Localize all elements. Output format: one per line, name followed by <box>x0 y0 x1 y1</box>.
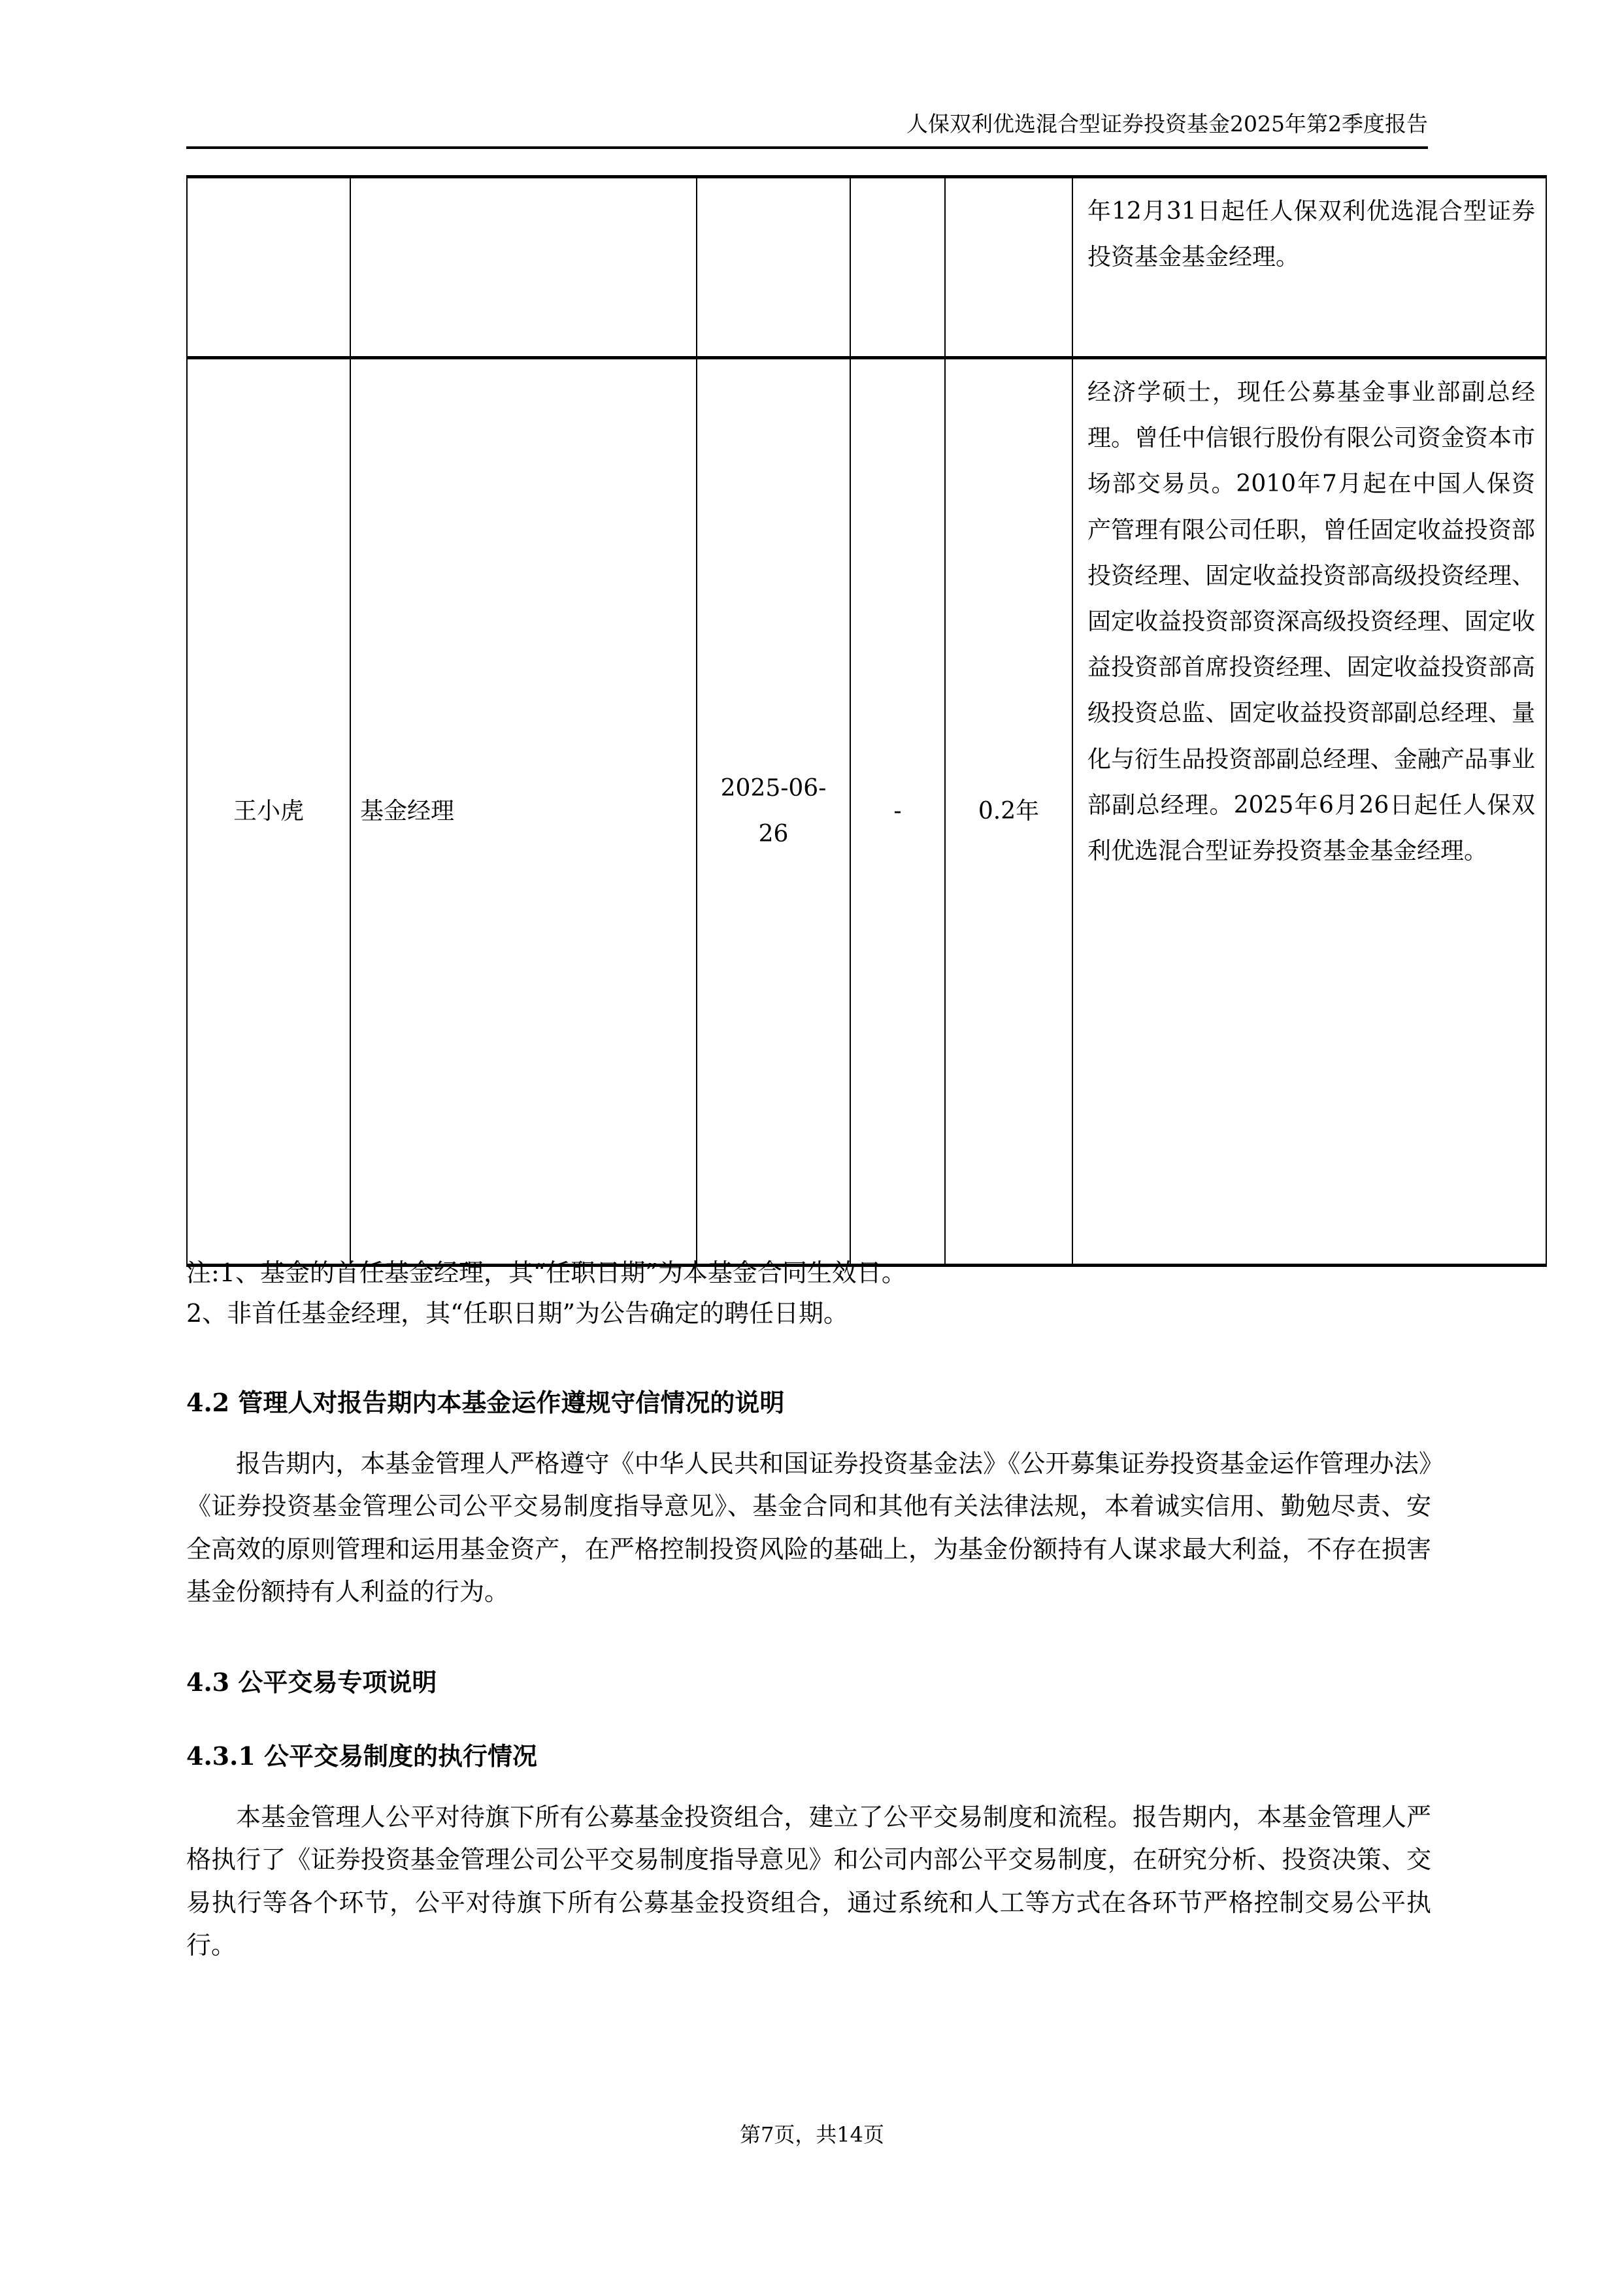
spacer <box>186 1777 1431 1796</box>
page-header <box>186 111 1428 149</box>
page-number-label: 第7页，共14页 <box>739 2122 885 2147</box>
section-heading-4-3-1: 4.3.1 公平交易制度的执行情况 <box>186 1741 538 1771</box>
cell-bio: 经济学硕士，现任公募基金事业部副总经理。曾任中信银行股份有限公司资金资本市场部交易员。2010年7月起在中国人保资产管理有限公司任职，曾任固定收益投资部投资经理、固定收益投资部高级投资经理、固定收益投资部资深高级投资经理、固定收益投资部首席投资经理、固定收益投资部高级投资总监、固定收益投资部副总经理、量化与衍生品投资部副总经理、金融产品事业部副总经理。2025年6月26日起任人保双利优选混合型证券投资基金基金经理。 <box>1072 358 1546 1266</box>
spacer <box>186 1334 1431 1383</box>
section-heading-4-3: 4.3 公平交易专项说明 <box>186 1667 437 1697</box>
cell-post: 基金经理 <box>350 358 697 1266</box>
cell-name <box>187 177 350 358</box>
section-heading-4-2: 4.2 管理人对报告期内本基金运作遵规守信情况的说明 <box>186 1388 785 1418</box>
section-paragraph-4-2: 报告期内，本基金管理人严格遵守《中华人民共和国证券投资基金法》《公开募集证券投资基金运作管理办法》《证券投资基金管理公司公平交易制度指导意见》、基金合同和其他有关法律法规，本着诚实信用、勤勉尽责、安全高效的原则管理和运用基金资产，在严格控制投资风险的基础上，为基金份额持有人谋求最大利益，不存在损害基金份额持有人利益的行为。 <box>186 1449 1431 1606</box>
cell-end-date <box>850 177 945 358</box>
cell-bio: 年12月31日起任人保双利优选混合型证券投资基金基金经理。 <box>1072 177 1546 358</box>
spacer <box>186 1423 1431 1443</box>
table-note-1: 注:1、基金的首任基金经理，其“任职日期”为本基金合同生效日。 <box>186 1258 906 1287</box>
page-body <box>186 1253 1431 1967</box>
cell-start-date: 2025-06-26 <box>697 358 850 1266</box>
cell-end-date: - <box>850 358 945 1266</box>
running-title: 人保双利优选混合型证券投资基金2025年第2季度报告 <box>906 111 1428 137</box>
spacer <box>186 1703 1431 1737</box>
cell-start-date <box>697 177 850 358</box>
table-note-2: 2、非首任基金经理，其“任职日期”为公告确定的聘任日期。 <box>186 1298 849 1328</box>
header-divider <box>186 146 1428 149</box>
cell-post <box>350 177 697 358</box>
fund-manager-table <box>186 175 1547 1267</box>
page-footer <box>0 2122 1624 2147</box>
table-row <box>187 358 1546 1266</box>
table-row <box>187 177 1546 358</box>
cell-years: 0.2年 <box>945 358 1072 1266</box>
cell-years <box>945 177 1072 358</box>
section-paragraph-4-3-1: 本基金管理人公平对待旗下所有公募基金投资组合，建立了公平交易制度和流程。报告期内，本基金管理人严格执行了《证券投资基金管理公司公平交易制度指导意见》和公司内部公平交易制度，在研究分析、投资决策、交易执行等各个环节，公平对待旗下所有公募基金投资组合，通过系统和人工等方式在各环节严格控制交易公平执行。 <box>186 1802 1431 1960</box>
spacer <box>186 1613 1431 1663</box>
cell-name: 王小虎 <box>187 358 350 1266</box>
